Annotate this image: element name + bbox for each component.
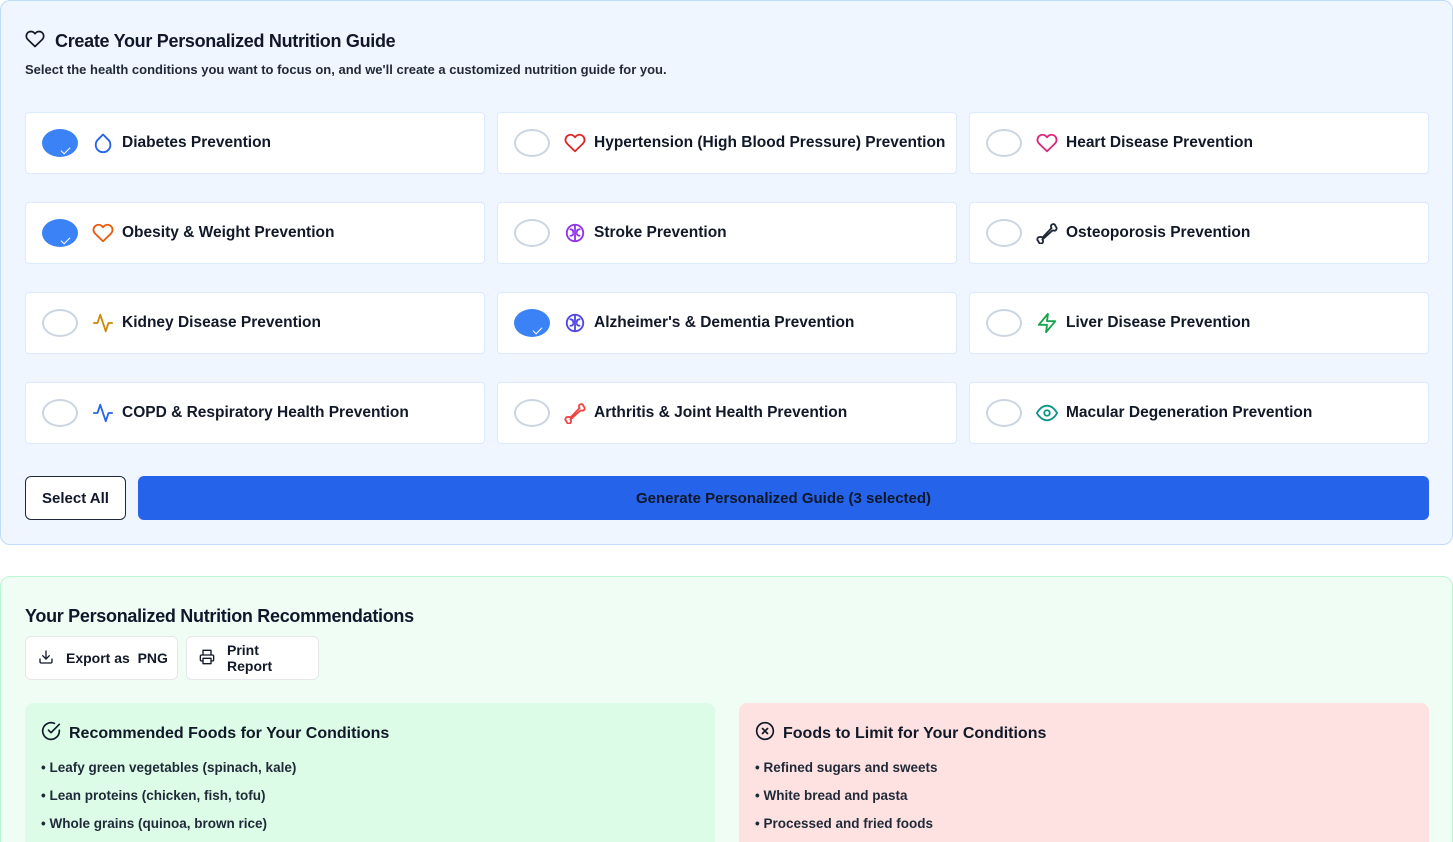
condition-card-obesity[interactable] — [25, 202, 485, 264]
select-all-button[interactable]: Select All — [25, 476, 126, 520]
download-icon — [38, 649, 54, 668]
x-circle-icon — [755, 721, 775, 746]
brain-icon — [564, 312, 586, 334]
condition-label: Heart Disease Prevention — [1066, 134, 1253, 151]
condition-label: Alzheimer's & Dementia Prevention — [594, 314, 855, 331]
condition-card-osteoporosis[interactable] — [969, 202, 1429, 264]
activity-icon — [92, 402, 114, 424]
list-item: • Refined sugars and sweets — [755, 760, 938, 775]
list-item: • Lean proteins (chicken, fish, tofu) — [41, 788, 266, 803]
generate-guide-button[interactable]: Generate Personalized Guide (3 selected) — [138, 476, 1429, 520]
condition-label: Diabetes Prevention — [122, 134, 272, 151]
activity-icon — [92, 312, 114, 334]
recommended-foods-title: Recommended Foods for Your Conditions — [69, 724, 390, 742]
condition-checkbox[interactable] — [42, 309, 78, 337]
list-item: • White bread and pasta — [755, 788, 908, 803]
conditions-grid — [25, 112, 1429, 444]
panel-header — [25, 29, 395, 54]
eye-icon — [1036, 402, 1058, 424]
condition-checkbox[interactable] — [986, 399, 1022, 427]
bone-icon — [1036, 222, 1058, 244]
condition-card-stroke[interactable] — [497, 202, 957, 264]
condition-label: Osteoporosis Prevention — [1066, 224, 1251, 241]
lightning-icon — [1036, 312, 1058, 334]
limit-foods-list — [755, 759, 938, 842]
heart-icon — [92, 222, 114, 244]
condition-checkbox[interactable] — [986, 129, 1022, 157]
recommendations-title: Your Personalized Nutrition Recommendations — [25, 606, 414, 626]
condition-card-alzheimers[interactable] — [497, 292, 957, 354]
droplet-icon — [92, 132, 114, 154]
printer-icon — [199, 649, 215, 668]
list-item: • Processed and fried foods — [755, 816, 934, 831]
brain-icon — [564, 222, 586, 244]
recommended-foods-list — [41, 759, 296, 842]
condition-checkbox[interactable] — [986, 309, 1022, 337]
list-item: • Whole grains (quinoa, brown rice) — [41, 816, 267, 831]
condition-checkbox[interactable] — [514, 309, 550, 337]
condition-label: Stroke Prevention — [594, 224, 727, 241]
limit-foods-box — [739, 703, 1429, 842]
condition-checkbox[interactable] — [986, 219, 1022, 247]
page-title: Create Your Personalized Nutrition Guide — [55, 31, 396, 51]
condition-checkbox[interactable] — [42, 129, 78, 157]
condition-label: Obesity & Weight Prevention — [122, 224, 335, 241]
condition-checkbox[interactable] — [42, 219, 78, 247]
condition-label: COPD & Respiratory Health Prevention — [122, 404, 409, 421]
recommendations-panel — [0, 576, 1453, 842]
check-circle-icon — [41, 721, 61, 746]
condition-card-kidney[interactable] — [25, 292, 485, 354]
print-report-button[interactable] — [186, 636, 319, 680]
bone-icon — [564, 402, 586, 424]
heart-icon — [25, 29, 45, 54]
condition-card-heart-disease[interactable] — [969, 112, 1429, 174]
export-label: Export as PNG — [66, 650, 168, 666]
condition-card-arthritis[interactable] — [497, 382, 957, 444]
recommended-foods-box — [25, 703, 715, 842]
recommended-foods-header — [41, 721, 389, 746]
condition-card-copd[interactable] — [25, 382, 485, 444]
list-item: • Leafy green vegetables (spinach, kale) — [41, 760, 297, 775]
heart-icon — [1036, 132, 1058, 154]
condition-checkbox[interactable] — [514, 399, 550, 427]
condition-card-liver[interactable] — [969, 292, 1429, 354]
condition-label: Hypertension (High Blood Pressure) Prevention — [594, 134, 946, 151]
condition-checkbox[interactable] — [514, 219, 550, 247]
condition-card-hypertension[interactable] — [497, 112, 957, 174]
condition-label: Kidney Disease Prevention — [122, 314, 321, 331]
limit-foods-title: Foods to Limit for Your Conditions — [783, 724, 1047, 742]
condition-label: Arthritis & Joint Health Prevention — [594, 404, 848, 421]
condition-label: Macular Degeneration Prevention — [1066, 404, 1313, 421]
export-png-button[interactable] — [25, 636, 178, 680]
heart-icon — [564, 132, 586, 154]
page-subtitle: Select the health conditions you want to focus on, and we'll create a customized nutrition guide for you. — [25, 62, 667, 77]
print-label: Print Report — [227, 642, 273, 674]
condition-card-macular[interactable] — [969, 382, 1429, 444]
condition-label: Liver Disease Prevention — [1066, 314, 1251, 331]
condition-card-diabetes[interactable] — [25, 112, 485, 174]
condition-checkbox[interactable] — [42, 399, 78, 427]
condition-checkbox[interactable] — [514, 129, 550, 157]
limit-foods-header — [755, 721, 1046, 746]
